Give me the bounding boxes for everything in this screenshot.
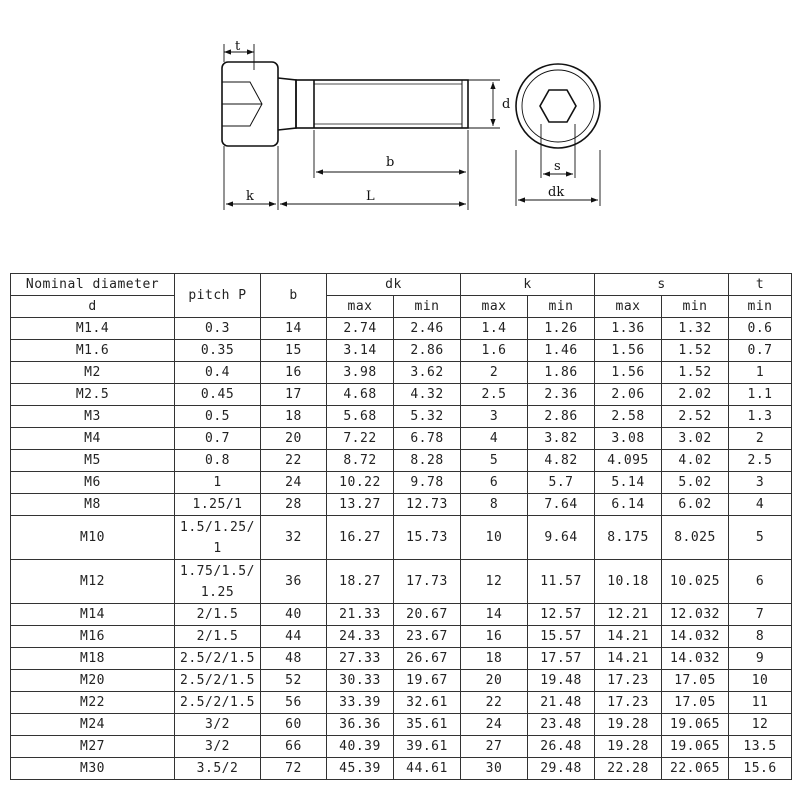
screw-diagram bbox=[0, 0, 800, 240]
header-b: b bbox=[261, 274, 327, 318]
cell-t-min: 13.5 bbox=[729, 736, 792, 758]
cell-size: M1.6 bbox=[11, 340, 175, 362]
cell-s-min: 14.032 bbox=[662, 626, 729, 648]
table-row bbox=[11, 604, 792, 626]
cell-k-max: 24 bbox=[461, 714, 528, 736]
header-pitch: pitch P bbox=[175, 274, 261, 318]
cell-dk-min: 12.73 bbox=[394, 494, 461, 516]
cell-dk-min: 20.67 bbox=[394, 604, 461, 626]
cell-b: 40 bbox=[261, 604, 327, 626]
cell-b: 66 bbox=[261, 736, 327, 758]
cell-size: M16 bbox=[11, 626, 175, 648]
cell-s-max: 10.18 bbox=[595, 560, 662, 604]
table-row bbox=[11, 340, 792, 362]
cell-dk-min: 32.61 bbox=[394, 692, 461, 714]
header-nominal-diameter: Nominal diameter bbox=[11, 274, 175, 296]
cell-dk-min: 2.46 bbox=[394, 318, 461, 340]
cell-dk-max: 3.14 bbox=[327, 340, 394, 362]
cell-dk-min: 8.28 bbox=[394, 450, 461, 472]
cell-k-max: 27 bbox=[461, 736, 528, 758]
cell-pitch: 1.5/1.25/ 1 bbox=[175, 516, 261, 560]
table-row bbox=[11, 516, 792, 560]
cell-s-min: 4.02 bbox=[662, 450, 729, 472]
cell-s-max: 1.36 bbox=[595, 318, 662, 340]
cell-k-max: 10 bbox=[461, 516, 528, 560]
cell-s-min: 10.025 bbox=[662, 560, 729, 604]
cell-s-min: 2.52 bbox=[662, 406, 729, 428]
cell-k-min: 12.57 bbox=[528, 604, 595, 626]
table-row bbox=[11, 714, 792, 736]
cell-b: 20 bbox=[261, 428, 327, 450]
table-row bbox=[11, 560, 792, 604]
cell-dk-max: 10.22 bbox=[327, 472, 394, 494]
cell-size: M18 bbox=[11, 648, 175, 670]
cell-dk-max: 21.33 bbox=[327, 604, 394, 626]
cell-k-min: 1.86 bbox=[528, 362, 595, 384]
cell-b: 22 bbox=[261, 450, 327, 472]
cell-s-min: 1.52 bbox=[662, 340, 729, 362]
cell-dk-max: 40.39 bbox=[327, 736, 394, 758]
cell-k-min: 2.36 bbox=[528, 384, 595, 406]
cell-dk-min: 17.73 bbox=[394, 560, 461, 604]
cell-size: M3 bbox=[11, 406, 175, 428]
header-t-min: min bbox=[729, 296, 792, 318]
cell-k-min: 19.48 bbox=[528, 670, 595, 692]
cell-pitch: 3/2 bbox=[175, 736, 261, 758]
cell-k-min: 23.48 bbox=[528, 714, 595, 736]
header-t: t bbox=[729, 274, 792, 296]
table-row bbox=[11, 494, 792, 516]
cell-s-min: 22.065 bbox=[662, 758, 729, 780]
cell-k-max: 4 bbox=[461, 428, 528, 450]
cell-s-min: 19.065 bbox=[662, 736, 729, 758]
cell-size: M1.4 bbox=[11, 318, 175, 340]
cell-dk-max: 33.39 bbox=[327, 692, 394, 714]
cell-pitch: 0.5 bbox=[175, 406, 261, 428]
cell-k-min: 7.64 bbox=[528, 494, 595, 516]
cell-t-min: 0.6 bbox=[729, 318, 792, 340]
cell-dk-max: 27.33 bbox=[327, 648, 394, 670]
label-t: t bbox=[235, 39, 241, 54]
table-row bbox=[11, 692, 792, 714]
cell-k-max: 30 bbox=[461, 758, 528, 780]
cell-t-min: 1 bbox=[729, 362, 792, 384]
cell-pitch: 2/1.5 bbox=[175, 626, 261, 648]
cell-size: M30 bbox=[11, 758, 175, 780]
cell-size: M14 bbox=[11, 604, 175, 626]
cell-k-min: 29.48 bbox=[528, 758, 595, 780]
cell-size: M2 bbox=[11, 362, 175, 384]
cell-dk-min: 2.86 bbox=[394, 340, 461, 362]
cell-s-min: 17.05 bbox=[662, 670, 729, 692]
cell-size: M10 bbox=[11, 516, 175, 560]
cell-s-max: 17.23 bbox=[595, 670, 662, 692]
header-dk: dk bbox=[327, 274, 461, 296]
cell-t-min: 10 bbox=[729, 670, 792, 692]
cell-s-max: 1.56 bbox=[595, 362, 662, 384]
cell-t-min: 2 bbox=[729, 428, 792, 450]
cell-pitch: 2.5/2/1.5 bbox=[175, 648, 261, 670]
header-s-max: max bbox=[595, 296, 662, 318]
cell-s-min: 14.032 bbox=[662, 648, 729, 670]
cell-dk-max: 36.36 bbox=[327, 714, 394, 736]
cell-size: M22 bbox=[11, 692, 175, 714]
cell-s-max: 14.21 bbox=[595, 626, 662, 648]
header-dk-min: min bbox=[394, 296, 461, 318]
table-row bbox=[11, 362, 792, 384]
cell-b: 28 bbox=[261, 494, 327, 516]
cell-pitch: 0.3 bbox=[175, 318, 261, 340]
cell-k-min: 9.64 bbox=[528, 516, 595, 560]
cell-pitch: 3/2 bbox=[175, 714, 261, 736]
dimension-table bbox=[10, 273, 792, 780]
cell-dk-min: 19.67 bbox=[394, 670, 461, 692]
header-k: k bbox=[461, 274, 595, 296]
header-s: s bbox=[595, 274, 729, 296]
cell-dk-min: 23.67 bbox=[394, 626, 461, 648]
cell-b: 15 bbox=[261, 340, 327, 362]
cell-b: 16 bbox=[261, 362, 327, 384]
cell-s-max: 12.21 bbox=[595, 604, 662, 626]
cell-dk-max: 45.39 bbox=[327, 758, 394, 780]
cell-k-max: 3 bbox=[461, 406, 528, 428]
cell-k-max: 1.4 bbox=[461, 318, 528, 340]
cell-pitch: 3.5/2 bbox=[175, 758, 261, 780]
cell-b: 48 bbox=[261, 648, 327, 670]
cell-size: M24 bbox=[11, 714, 175, 736]
cell-dk-min: 35.61 bbox=[394, 714, 461, 736]
cell-dk-min: 15.73 bbox=[394, 516, 461, 560]
cell-t-min: 7 bbox=[729, 604, 792, 626]
label-k: k bbox=[246, 189, 254, 204]
cell-s-min: 1.52 bbox=[662, 362, 729, 384]
cell-s-min: 1.32 bbox=[662, 318, 729, 340]
cell-s-max: 22.28 bbox=[595, 758, 662, 780]
cell-s-max: 3.08 bbox=[595, 428, 662, 450]
cell-dk-min: 44.61 bbox=[394, 758, 461, 780]
cell-pitch: 0.45 bbox=[175, 384, 261, 406]
cell-size: M6 bbox=[11, 472, 175, 494]
header-d: d bbox=[11, 296, 175, 318]
label-s: s bbox=[554, 159, 561, 174]
cell-k-min: 5.7 bbox=[528, 472, 595, 494]
cell-s-min: 6.02 bbox=[662, 494, 729, 516]
table-row bbox=[11, 736, 792, 758]
table-row bbox=[11, 758, 792, 780]
cell-t-min: 3 bbox=[729, 472, 792, 494]
cell-s-min: 12.032 bbox=[662, 604, 729, 626]
cell-dk-min: 5.32 bbox=[394, 406, 461, 428]
cell-t-min: 1.1 bbox=[729, 384, 792, 406]
cell-dk-max: 5.68 bbox=[327, 406, 394, 428]
cell-k-max: 14 bbox=[461, 604, 528, 626]
cell-dk-min: 3.62 bbox=[394, 362, 461, 384]
cell-t-min: 5 bbox=[729, 516, 792, 560]
cell-b: 56 bbox=[261, 692, 327, 714]
cell-k-min: 21.48 bbox=[528, 692, 595, 714]
label-dk: dk bbox=[548, 185, 565, 200]
cell-pitch: 0.8 bbox=[175, 450, 261, 472]
cell-b: 17 bbox=[261, 384, 327, 406]
cell-s-max: 19.28 bbox=[595, 714, 662, 736]
cell-k-min: 4.82 bbox=[528, 450, 595, 472]
cell-s-max: 8.175 bbox=[595, 516, 662, 560]
cell-s-min: 8.025 bbox=[662, 516, 729, 560]
cell-s-max: 5.14 bbox=[595, 472, 662, 494]
table-row bbox=[11, 406, 792, 428]
cell-dk-min: 6.78 bbox=[394, 428, 461, 450]
cell-pitch: 1.75/1.5/ 1.25 bbox=[175, 560, 261, 604]
cell-k-max: 6 bbox=[461, 472, 528, 494]
cell-s-min: 17.05 bbox=[662, 692, 729, 714]
label-b: b bbox=[386, 155, 395, 170]
cell-dk-min: 26.67 bbox=[394, 648, 461, 670]
cell-size: M8 bbox=[11, 494, 175, 516]
table-row bbox=[11, 428, 792, 450]
cell-b: 24 bbox=[261, 472, 327, 494]
cell-k-max: 20 bbox=[461, 670, 528, 692]
cell-s-min: 5.02 bbox=[662, 472, 729, 494]
cell-b: 36 bbox=[261, 560, 327, 604]
cell-t-min: 6 bbox=[729, 560, 792, 604]
cell-b: 32 bbox=[261, 516, 327, 560]
cell-t-min: 15.6 bbox=[729, 758, 792, 780]
cell-k-min: 15.57 bbox=[528, 626, 595, 648]
table-row bbox=[11, 670, 792, 692]
cell-k-max: 5 bbox=[461, 450, 528, 472]
cell-b: 14 bbox=[261, 318, 327, 340]
cell-b: 44 bbox=[261, 626, 327, 648]
cell-size: M2.5 bbox=[11, 384, 175, 406]
cell-size: M27 bbox=[11, 736, 175, 758]
cell-pitch: 1.25/1 bbox=[175, 494, 261, 516]
cell-pitch: 0.4 bbox=[175, 362, 261, 384]
cell-pitch: 0.7 bbox=[175, 428, 261, 450]
cell-k-max: 22 bbox=[461, 692, 528, 714]
cell-k-max: 16 bbox=[461, 626, 528, 648]
cell-pitch: 2.5/2/1.5 bbox=[175, 692, 261, 714]
cell-dk-min: 4.32 bbox=[394, 384, 461, 406]
cell-k-min: 1.46 bbox=[528, 340, 595, 362]
cell-b: 60 bbox=[261, 714, 327, 736]
cell-t-min: 1.3 bbox=[729, 406, 792, 428]
label-L: L bbox=[366, 189, 375, 204]
cell-dk-max: 4.68 bbox=[327, 384, 394, 406]
cell-dk-max: 2.74 bbox=[327, 318, 394, 340]
cell-pitch: 1 bbox=[175, 472, 261, 494]
table-row bbox=[11, 384, 792, 406]
cell-t-min: 11 bbox=[729, 692, 792, 714]
screw-side-view bbox=[222, 62, 468, 146]
cell-s-min: 19.065 bbox=[662, 714, 729, 736]
cell-dk-max: 3.98 bbox=[327, 362, 394, 384]
cell-pitch: 0.35 bbox=[175, 340, 261, 362]
dimension-lines bbox=[224, 44, 500, 210]
cell-t-min: 4 bbox=[729, 494, 792, 516]
table-row bbox=[11, 472, 792, 494]
cell-s-max: 6.14 bbox=[595, 494, 662, 516]
table-row bbox=[11, 626, 792, 648]
cell-k-min: 2.86 bbox=[528, 406, 595, 428]
cell-t-min: 8 bbox=[729, 626, 792, 648]
table-row bbox=[11, 648, 792, 670]
cell-s-min: 2.02 bbox=[662, 384, 729, 406]
cell-pitch: 2/1.5 bbox=[175, 604, 261, 626]
cell-k-min: 3.82 bbox=[528, 428, 595, 450]
header-s-min: min bbox=[662, 296, 729, 318]
header-k-min: min bbox=[528, 296, 595, 318]
cell-s-max: 2.58 bbox=[595, 406, 662, 428]
cell-t-min: 12 bbox=[729, 714, 792, 736]
cell-s-max: 4.095 bbox=[595, 450, 662, 472]
cell-s-max: 14.21 bbox=[595, 648, 662, 670]
cell-t-min: 9 bbox=[729, 648, 792, 670]
cell-k-max: 2.5 bbox=[461, 384, 528, 406]
cell-dk-max: 16.27 bbox=[327, 516, 394, 560]
cell-s-max: 19.28 bbox=[595, 736, 662, 758]
table-row bbox=[11, 318, 792, 340]
cell-size: M20 bbox=[11, 670, 175, 692]
cell-size: M5 bbox=[11, 450, 175, 472]
cell-b: 72 bbox=[261, 758, 327, 780]
cell-s-max: 17.23 bbox=[595, 692, 662, 714]
cell-dk-max: 18.27 bbox=[327, 560, 394, 604]
cell-dk-max: 24.33 bbox=[327, 626, 394, 648]
cell-k-min: 26.48 bbox=[528, 736, 595, 758]
header-dk-max: max bbox=[327, 296, 394, 318]
cell-dk-max: 30.33 bbox=[327, 670, 394, 692]
cell-s-max: 1.56 bbox=[595, 340, 662, 362]
cell-t-min: 2.5 bbox=[729, 450, 792, 472]
cell-dk-max: 8.72 bbox=[327, 450, 394, 472]
cell-b: 18 bbox=[261, 406, 327, 428]
cell-dk-min: 9.78 bbox=[394, 472, 461, 494]
cell-k-max: 18 bbox=[461, 648, 528, 670]
cell-b: 52 bbox=[261, 670, 327, 692]
cell-dk-max: 13.27 bbox=[327, 494, 394, 516]
cell-k-max: 8 bbox=[461, 494, 528, 516]
cell-k-min: 11.57 bbox=[528, 560, 595, 604]
cell-size: M12 bbox=[11, 560, 175, 604]
cell-s-max: 2.06 bbox=[595, 384, 662, 406]
cell-dk-max: 7.22 bbox=[327, 428, 394, 450]
cell-dk-min: 39.61 bbox=[394, 736, 461, 758]
cell-s-min: 3.02 bbox=[662, 428, 729, 450]
cell-t-min: 0.7 bbox=[729, 340, 792, 362]
cell-k-max: 12 bbox=[461, 560, 528, 604]
cell-size: M4 bbox=[11, 428, 175, 450]
label-d: d bbox=[502, 97, 511, 112]
cell-k-max: 1.6 bbox=[461, 340, 528, 362]
cell-k-min: 17.57 bbox=[528, 648, 595, 670]
cell-pitch: 2.5/2/1.5 bbox=[175, 670, 261, 692]
cell-k-min: 1.26 bbox=[528, 318, 595, 340]
cell-k-max: 2 bbox=[461, 362, 528, 384]
table-row bbox=[11, 450, 792, 472]
header-k-max: max bbox=[461, 296, 528, 318]
